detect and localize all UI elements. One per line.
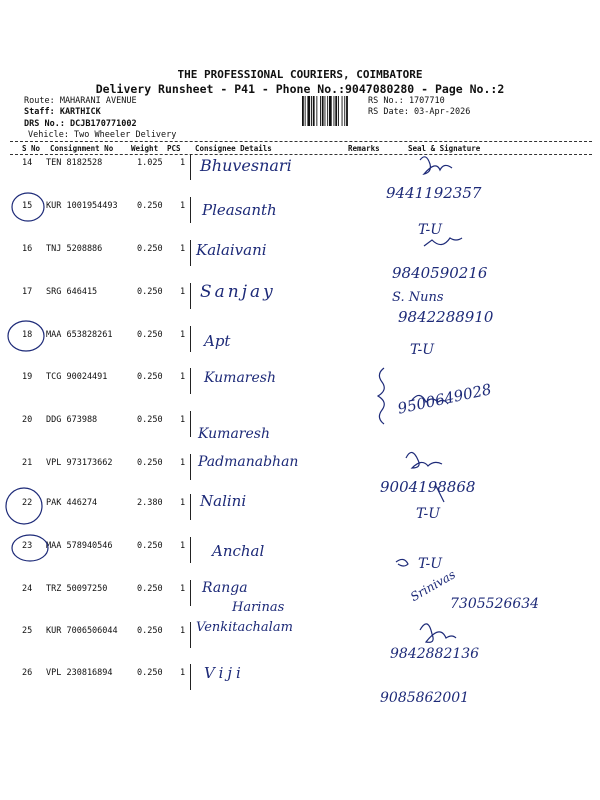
vehicle-label: Vehicle: Two Wheeler Delivery	[28, 130, 177, 140]
barcode-bar	[325, 96, 326, 126]
table-row	[0, 244, 600, 258]
row-weight: 0.250	[137, 541, 163, 551]
barcode-image	[302, 96, 364, 126]
row-pcs: 1	[180, 201, 186, 211]
runsheet-title: Delivery Runsheet - P41 - Phone No.:9047080280 - Page No.:2	[95, 82, 505, 96]
col-consignee: Consignee Details	[195, 144, 272, 153]
consignee-handwriting: Ranga	[202, 580, 248, 596]
signature-mark: T-U	[418, 222, 443, 238]
row-divider	[190, 283, 191, 309]
row-consignment: TNJ 5208886	[46, 244, 103, 254]
row-pcs: 1	[180, 498, 186, 508]
row-divider	[190, 154, 191, 180]
table-row	[0, 498, 600, 512]
row-sno: 20	[22, 415, 33, 425]
col-pcs: PCS	[167, 144, 181, 153]
row-weight: 0.250	[137, 668, 163, 678]
row-sno: 26	[22, 668, 33, 678]
row-sno: 19	[22, 372, 33, 382]
signature-name: S. Nuns	[392, 290, 444, 305]
row-consignment: KUR 7006506044	[46, 626, 118, 636]
row-divider	[190, 240, 191, 266]
table-row	[0, 330, 600, 344]
table-row	[0, 541, 600, 555]
barcode-bar	[335, 96, 337, 126]
consignee-handwriting: Pleasanth	[202, 201, 277, 219]
signature-phone: 9441192357	[386, 184, 482, 202]
route-label: Route: MAHARANI AVENUE	[24, 96, 137, 106]
row-consignment: TCG 90024491	[46, 372, 108, 382]
table-row	[0, 158, 600, 172]
signature-phone: 9842288910	[398, 308, 494, 326]
table-row	[0, 415, 600, 429]
table-row	[0, 668, 600, 682]
row-weight: 0.250	[137, 287, 163, 297]
row-pcs: 1	[180, 372, 186, 382]
barcode-bar	[329, 96, 332, 126]
barcode-bar	[346, 96, 348, 126]
row-consignment: TRZ 50097250	[46, 584, 108, 594]
row-divider	[190, 454, 191, 480]
barcode-bar	[311, 96, 312, 126]
signature-name: Srinivas	[408, 567, 458, 605]
row-sno: 15	[22, 201, 33, 211]
row-consignment: MAA 653828261	[46, 330, 113, 340]
row-weight: 0.250	[137, 584, 163, 594]
row-pcs: 1	[180, 668, 186, 678]
row-consignment: SRG 646415	[46, 287, 98, 297]
row-weight: 0.250	[137, 626, 163, 636]
signature-mark: T-U	[418, 556, 443, 572]
barcode-bar	[322, 96, 324, 126]
company-title: THE PROFESSIONAL COURIERS, COIMBATORE	[177, 68, 423, 81]
row-pcs: 1	[180, 244, 186, 254]
row-weight: 0.250	[137, 244, 163, 254]
row-pcs: 1	[180, 330, 186, 340]
consignee-handwriting: Viji	[204, 664, 245, 682]
barcode-bar	[316, 96, 317, 126]
row-weight: 1.025	[137, 158, 163, 168]
row-consignment: PAK 446274	[46, 498, 98, 508]
row-pcs: 1	[180, 287, 186, 297]
rs-number: RS No.: 1707710	[368, 96, 445, 106]
row-sno: 21	[22, 458, 33, 468]
row-consignment: VPL 230816894	[46, 668, 113, 678]
row-sno: 18	[22, 330, 33, 340]
signature-mark: T-U	[416, 506, 441, 522]
col-seal-signature: Seal & Signature	[408, 144, 481, 153]
table-row	[0, 458, 600, 472]
signature-phone: 9085862001	[380, 690, 470, 706]
signature-phone: 9004198868	[380, 478, 476, 496]
consignee-handwriting-2: Harinas	[232, 600, 285, 615]
col-sno: S No	[22, 144, 41, 153]
row-divider	[190, 368, 191, 394]
barcode-bar	[302, 96, 304, 126]
barcode-bar	[307, 96, 310, 126]
row-pcs: 1	[180, 415, 186, 425]
table-row	[0, 372, 600, 386]
col-remarks: Remarks	[348, 144, 380, 153]
table-row	[0, 287, 600, 301]
consignee-handwriting: Kumaresh	[198, 426, 270, 442]
barcode-bar	[338, 96, 339, 126]
signature-phone: 9500649028	[396, 380, 494, 418]
consignee-handwriting: Kalaivani	[196, 241, 267, 259]
row-sno: 23	[22, 541, 33, 551]
signature-mark: T-U	[410, 342, 435, 358]
row-sno: 24	[22, 584, 33, 594]
row-sno: 25	[22, 626, 33, 636]
row-sno: 22	[22, 498, 33, 508]
table-row	[0, 201, 600, 215]
barcode-bar	[342, 96, 343, 126]
row-weight: 2.380	[137, 498, 163, 508]
row-pcs: 1	[180, 458, 186, 468]
consignee-handwriting: Venkitachalam	[196, 620, 293, 635]
row-divider	[190, 664, 191, 690]
row-weight: 0.250	[137, 458, 163, 468]
row-divider	[190, 580, 191, 606]
signature-phone: 7305526634	[450, 596, 540, 612]
header-bottom-rule	[10, 154, 592, 155]
row-pcs: 1	[180, 158, 186, 168]
col-weight: Weight	[131, 144, 159, 153]
row-weight: 0.250	[137, 201, 163, 211]
drs-number: DRS No.: DCJB170771002	[24, 119, 137, 129]
rs-date: RS Date: 03-Apr-2026	[368, 107, 471, 117]
row-sno: 17	[22, 287, 33, 297]
row-divider	[190, 411, 191, 437]
row-sno: 16	[22, 244, 33, 254]
row-divider	[190, 197, 191, 223]
row-consignment: KUR 1001954493	[46, 201, 118, 211]
consignee-handwriting: Padmanabhan	[198, 454, 299, 470]
barcode-bar	[334, 96, 335, 126]
barcode-bar	[327, 96, 328, 126]
consignee-handwriting: Nalini	[200, 492, 247, 510]
consignee-handwriting: Sanjay	[200, 282, 276, 302]
row-sno: 14	[22, 158, 33, 168]
row-divider	[190, 537, 191, 563]
barcode-bar	[344, 96, 345, 126]
row-pcs: 1	[180, 541, 186, 551]
row-consignment: MAA 578940546	[46, 541, 113, 551]
header-top-rule	[10, 141, 592, 142]
col-consignment: Consignment No	[50, 144, 114, 153]
signature-scribble	[396, 559, 408, 566]
row-weight: 0.250	[137, 415, 163, 425]
barcode-bar	[320, 96, 321, 126]
row-weight: 0.250	[137, 330, 163, 340]
barcode-bar	[313, 96, 315, 126]
row-consignment: TEN 8182528	[46, 158, 103, 168]
row-pcs: 1	[180, 584, 186, 594]
row-pcs: 1	[180, 626, 186, 636]
row-divider	[190, 494, 191, 520]
staff-label: Staff: KARTHICK	[24, 107, 101, 117]
consignee-handwriting: Kumaresh	[204, 370, 276, 386]
row-consignment: VPL 973173662	[46, 458, 113, 468]
row-consignment: DDG 673988	[46, 415, 98, 425]
row-weight: 0.250	[137, 372, 163, 382]
barcode-bar	[305, 96, 306, 126]
consignee-handwriting: Apt	[204, 332, 231, 350]
consignee-handwriting: Anchal	[212, 542, 265, 560]
table-row	[0, 626, 600, 640]
row-divider	[190, 326, 191, 352]
signature-phone: 9842882136	[390, 646, 480, 662]
row-divider	[190, 622, 191, 648]
signature-phone: 9840590216	[392, 264, 488, 282]
consignee-handwriting: Bhuvesnari	[200, 156, 292, 175]
